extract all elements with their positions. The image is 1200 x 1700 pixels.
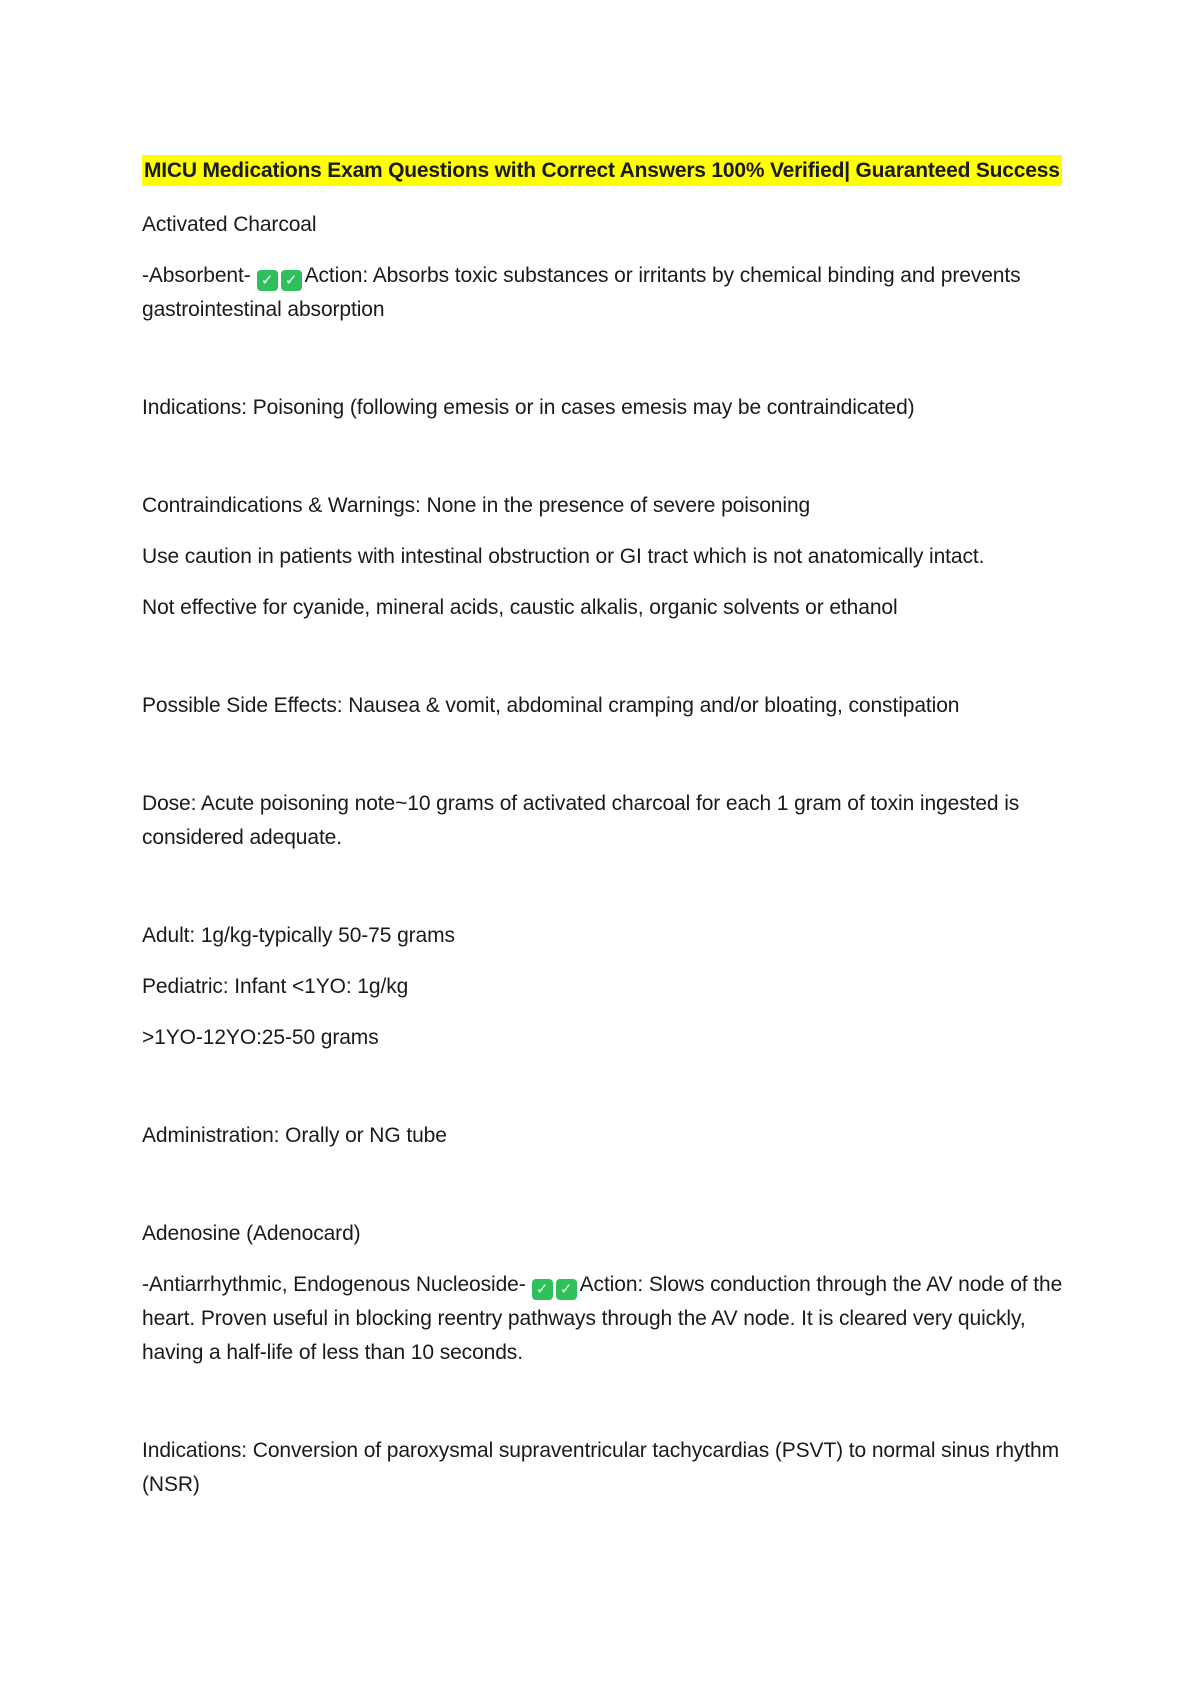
drug-action-paragraph xyxy=(142,1268,1067,1370)
check-mark-icon: ✓ xyxy=(532,1279,553,1300)
drug-administration: Administration: Orally or NG tube xyxy=(142,1124,447,1147)
drug-name: Adenosine (Adenocard) xyxy=(142,1222,361,1245)
drug-name: Activated Charcoal xyxy=(142,213,317,236)
check-mark-icon: ✓ xyxy=(281,270,302,291)
drug-indications: Indications: Poisoning (following emesis or in cases emesis may be contraindicated) xyxy=(142,396,915,419)
drug-contraindication: Not effective for cyanide, mineral acids, caustic alkalis, organic solvents or ethanol xyxy=(142,596,898,619)
drug-action: Action: Slows conduction through the AV node of the heart. Proven useful in blocking reentry pathways through the AV node. It is cleared very quickly, having a half-life of less than 10 seconds. xyxy=(142,1273,1063,1364)
title-block xyxy=(142,152,1067,190)
drug-class: -Antiarrhythmic, Endogenous Nucleoside- xyxy=(142,1273,526,1296)
document-page xyxy=(142,152,1067,1502)
drug-action-paragraph xyxy=(142,259,1067,327)
drug-class: -Absorbent- xyxy=(142,264,251,287)
check-mark-icon: ✓ xyxy=(257,270,278,291)
drug-dosing-line: Pediatric: Infant <1YO: 1g/kg xyxy=(142,975,409,998)
drug-action: Action: Absorbs toxic substances or irritants by chemical binding and prevents gastrointestinal absorption xyxy=(142,264,1021,321)
drug-indications: Indications: Conversion of paroxysmal supraventricular tachycardias (PSVT) to normal sinus rhythm (NSR) xyxy=(142,1439,1060,1496)
drug-dosing-line: >1YO-12YO:25-50 grams xyxy=(142,1026,379,1049)
drug-contraindication: Use caution in patients with intestinal obstruction or GI tract which is not anatomically intact. xyxy=(142,545,985,568)
drug-side-effects: Possible Side Effects: Nausea & vomit, abdominal cramping and/or bloating, constipation xyxy=(142,694,960,717)
drug-dose: Dose: Acute poisoning note~10 grams of activated charcoal for each 1 gram of toxin ingested is considered adequate. xyxy=(142,792,1020,849)
drug-dosing-line: Adult: 1g/kg-typically 50-75 grams xyxy=(142,924,455,947)
check-mark-icon: ✓ xyxy=(556,1279,577,1300)
drug-contraindication: Contraindications & Warnings: None in the presence of severe poisoning xyxy=(142,494,811,517)
document-title: MICU Medications Exam Questions with Correct Answers 100% Verified| Guaranteed Success xyxy=(142,155,1062,186)
